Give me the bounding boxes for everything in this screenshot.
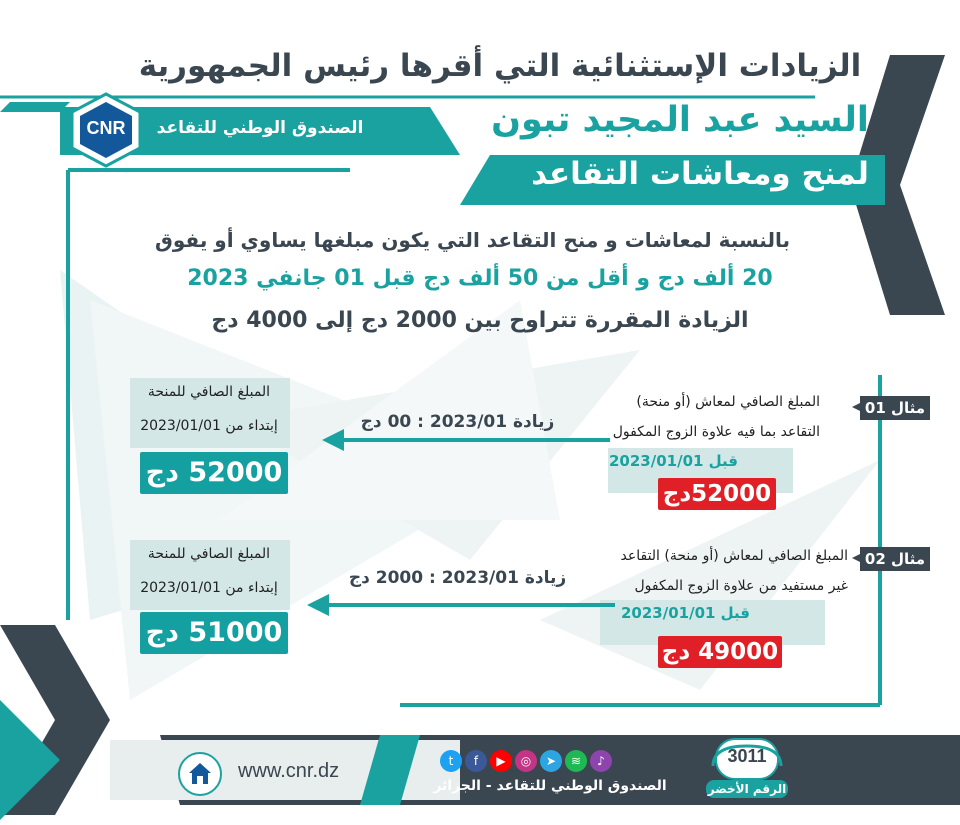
intro-line-1: بالنسبة لمعاشات و منح التقاعد التي يكون مبلغها يساوي أو يفوق xyxy=(155,228,790,252)
logo-text: CNR xyxy=(86,118,126,138)
twitter-icon[interactable]: t xyxy=(440,750,462,772)
intro-line-2: 20 ألف دج و أقل من 50 ألف دج قبل 01 جانفي 2023 xyxy=(187,266,773,291)
example-2-tag: مثال 02 xyxy=(860,547,930,571)
example-1-increase: زيادة 2023/01 : 00 دج xyxy=(360,412,555,432)
example-2-before-label: قبل 2023/01/01 xyxy=(620,604,750,622)
fund-name: الصندوق الوطني للتقاعد xyxy=(156,118,364,138)
example-1-tag: مثال 01 xyxy=(860,396,930,420)
instagram-icon[interactable]: ◎ xyxy=(515,750,537,772)
fund-country: الصندوق الوطني للتقاعد - الجزائر xyxy=(433,778,667,794)
title-line-1: الزيادات الإستثنائية التي أقرها رئيس الجمهورية xyxy=(138,48,862,84)
example-2-desc-line-1: المبلغ الصافي لمعاش (أو منحة) التقاعد xyxy=(620,548,848,564)
hotline-label: الرقم الأخضر xyxy=(707,782,787,796)
title-line-2: السيد عبد المجيد تبون xyxy=(491,100,869,140)
social-icons-row xyxy=(440,750,670,774)
example-2-after-line-2: إبتداء من 2023/01/01 xyxy=(140,580,278,596)
home-icon xyxy=(180,754,220,794)
example-2-arrow xyxy=(305,590,625,620)
home-button[interactable] xyxy=(178,752,222,796)
example-1-before-amount: 52000دج xyxy=(658,478,776,510)
example-1-desc-line-1: المبلغ الصافي لمعاش (أو منحة) xyxy=(636,394,820,410)
intro-line-3: الزيادة المقررة تتراوح بين 2000 دج إلى 4000 دج xyxy=(211,308,749,333)
spotify-icon[interactable]: ≋ xyxy=(565,750,587,772)
example-2-increase: زيادة 2023/01 : 2000 دج xyxy=(348,568,567,588)
youtube-icon[interactable]: ▶ xyxy=(490,750,512,772)
website-link[interactable]: www.cnr.dz xyxy=(238,760,340,782)
example-1-after-line-1: المبلغ الصافي للمنحة xyxy=(147,384,271,400)
title-line-3: لمنح ومعاشات التقاعد xyxy=(531,156,869,192)
example-1-desc-line-2: التقاعد بما فيه علاوة الزوج المكفول xyxy=(612,424,820,440)
example-2-before-amount: 49000 دج xyxy=(658,636,782,668)
cnr-logo xyxy=(68,92,144,168)
example-1-before-label: قبل 2023/01/01 xyxy=(608,452,738,470)
example-2-desc-line-2: غير مستفيد من علاوة الزوج المكفول xyxy=(634,578,848,594)
example-2-after-line-1: المبلغ الصافي للمنحة xyxy=(147,546,271,562)
hotline-number: 3011 xyxy=(727,746,767,766)
example-1-after-amount: 52000 دج xyxy=(140,452,288,494)
podcast-icon[interactable]: ♪ xyxy=(590,750,612,772)
example-2-after-amount: 51000 دج xyxy=(140,612,288,654)
facebook-icon[interactable]: f xyxy=(465,750,487,772)
example-1-after-line-2: إبتداء من 2023/01/01 xyxy=(140,418,278,434)
telegram-icon[interactable]: ➤ xyxy=(540,750,562,772)
